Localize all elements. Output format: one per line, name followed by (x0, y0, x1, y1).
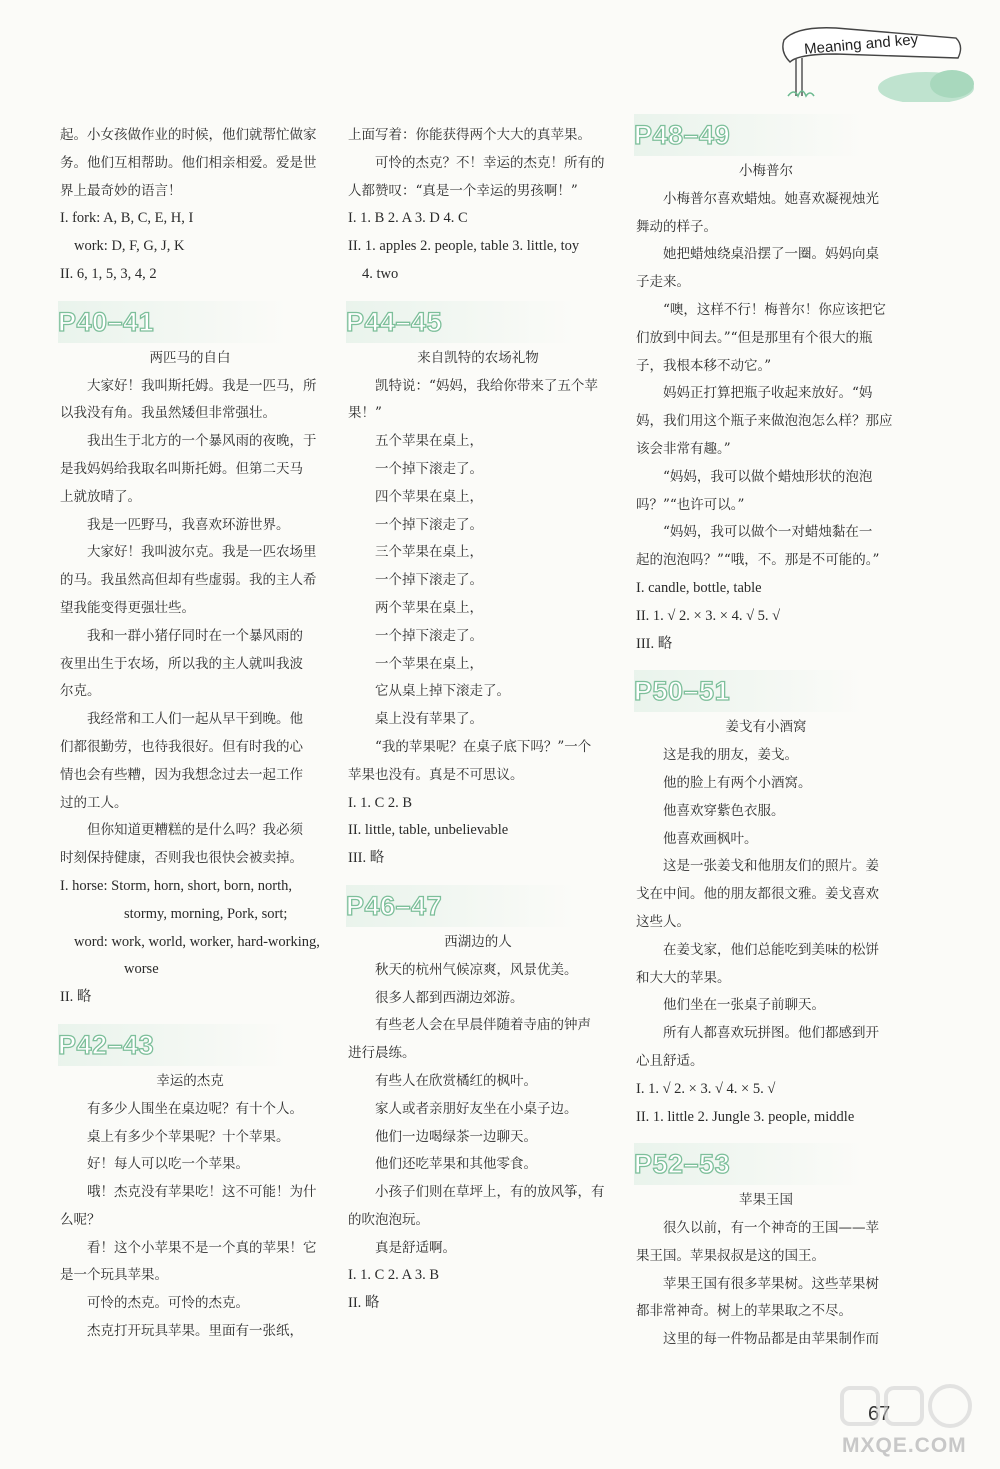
text-line: 果！” (348, 405, 382, 422)
answer-line: II. 略 (348, 1295, 380, 1312)
text-line: 夜里出生于农场，所以我的主人就叫我波 (60, 655, 303, 672)
answer-line: II. 1. apples 2. people, table 3. little, toy (348, 238, 580, 255)
paragraph-line: 一个掉下滚走了。 (375, 627, 483, 644)
text-line: 上面写着：你能获得两个大大的真苹果。 (348, 127, 591, 143)
answer-line: II. little, table, unbelievable (348, 822, 509, 839)
paragraph-line: 可怜的杰克？不！幸运的杰克！所有的 (375, 154, 605, 171)
text-line: 和大大的苹果。 (636, 969, 731, 986)
answer-line: II. 略 (60, 989, 92, 1006)
text-line: 尔克。 (60, 683, 101, 700)
text-line: 界上最奇妙的语言！ (60, 182, 182, 199)
column-1 (60, 122, 328, 1346)
paragraph-line: 很多人都到西湖边郊游。 (375, 989, 524, 1006)
answer-line: 4. two (362, 265, 399, 282)
paragraph-line: 一个掉下滚走了。 (375, 460, 483, 477)
paragraph-line: 有些老人会在早晨伴随着寺庙的钟声 (375, 1017, 591, 1034)
paragraph-line: 秋天的杭州气候凉爽，风景优美。 (375, 961, 578, 978)
paragraph-line: “妈妈，我可以做个蜡烛形状的泡泡 (663, 468, 873, 485)
paragraph-line: 可怜的杰克。可怜的杰克。 (87, 1295, 249, 1312)
story-title: 西湖边的人 (444, 933, 512, 950)
paragraph-line: 他的脸上有两个小酒窝。 (663, 774, 812, 791)
text-line: 都非常神奇。树上的苹果取之不尽。 (636, 1303, 852, 1320)
text-line: 情也会有些糟，因为我想念过去一起工作 (60, 766, 303, 783)
text-line: 苹果也没有。真是不可思议。 (348, 766, 524, 783)
paragraph-line: 一个苹果在桌上， (375, 655, 483, 672)
text-line: 果王国。苹果叔叔是这的国王。 (636, 1247, 825, 1264)
watermark-text: MXQE.COM (842, 1434, 967, 1457)
paragraph-line: 但你知道更糟糕的是什么吗？我必须 (87, 822, 303, 839)
section-heading: P46–47 (346, 885, 616, 927)
paragraph-line: 他喜欢画枫叶。 (663, 830, 758, 847)
paragraph-line: 小孩子们则在草坪上，有的放风筝，有 (375, 1184, 605, 1201)
paragraph-line: 五个苹果在桌上， (375, 433, 483, 450)
paragraph-line: 妈妈正打算把瓶子收起来放好。“妈 (663, 385, 873, 402)
answer-line: I. candle, bottle, table (636, 579, 762, 596)
paragraph-line: 我和一群小猪仔同时在一个暴风雨的 (87, 627, 303, 644)
column-2 (348, 122, 616, 1318)
answer-line: I. fork: A, B, C, E, H, I (60, 210, 194, 227)
paragraph-line: 所有人都喜欢玩拼图。他们都感到开 (663, 1025, 879, 1042)
paragraph-line: 有多少人围坐在桌边呢？有十个人。 (87, 1100, 303, 1117)
story-title: 来自凯特的农场礼物 (417, 349, 539, 366)
text-line: 望我能变得更强壮些。 (60, 599, 195, 616)
paragraph-line: 小梅普尔喜欢蜡烛。她喜欢凝视烛光 (663, 190, 879, 207)
paragraph-line: “妈妈，我可以做个一对蜡烛黏在一 (663, 524, 873, 541)
paragraph-line: 这是一张姜戈和他朋友们的照片。姜 (663, 858, 879, 875)
text-line: 务。他们互相帮助。他们相亲相爱。爱是世 (60, 154, 317, 171)
answer-line: II. 1. little 2. Jungle 3. people, middle (636, 1108, 855, 1125)
paragraph-line: 这里的每一件物品都是由苹果制作而 (663, 1331, 879, 1348)
text-line: 吗？”“也许可以。” (636, 496, 745, 513)
story-title: 幸运的杰克 (156, 1072, 224, 1089)
text-line: 是我妈妈给我取名叫斯托姆。但第二天马 (60, 460, 303, 477)
paragraph-line: 他们坐在一张桌子前聊天。 (663, 997, 825, 1014)
column-3 (636, 122, 904, 1354)
text-line: 过的工人。 (60, 794, 128, 811)
text-line: 们放到中间去。”“但是那里有个很大的瓶 (636, 329, 873, 346)
paragraph-line: 她把蜡烛绕桌沿摆了一圈。妈妈向桌 (663, 246, 879, 263)
paragraph-line: 杰克打开玩具苹果。里面有一张纸， (87, 1323, 303, 1340)
text-line: 的马。我虽然高但却有些虚弱。我的主人希 (60, 572, 317, 589)
answer-line: III. 略 (636, 635, 673, 652)
paragraph-line: 我是一匹野马，我喜欢环游世界。 (87, 516, 290, 533)
answer-line: I. 1. √ 2. × 3. √ 4. × 5. √ (636, 1080, 776, 1097)
meaning-and-key-badge (776, 18, 976, 102)
answer-line: work: D, F, G, J, K (74, 238, 185, 255)
section-heading: P44–45 (346, 301, 616, 343)
text-line: 起的泡泡吗？”“哦，不。那是不可能的。” (636, 552, 880, 569)
paragraph-line: 大家好！我叫波尔克。我是一匹农场里 (87, 544, 317, 561)
text-line: 上就放晴了。 (60, 488, 141, 505)
paragraph-line: 有些人在欣赏橘红的枫叶。 (375, 1072, 537, 1089)
answer-line: worse (124, 961, 159, 978)
paragraph-line: 哦！杰克没有苹果吃！这不可能！为什 (87, 1184, 317, 1201)
paragraph-line: 一个掉下滚走了。 (375, 516, 483, 533)
paragraph-line: 桌上没有苹果了。 (375, 711, 483, 728)
section-heading: P52–53 (634, 1143, 904, 1185)
paragraph-line: 它从桌上掉下滚走了。 (375, 683, 510, 700)
paragraph-line: 看！这个小苹果不是一个真的苹果！它 (87, 1239, 317, 1256)
answer-line: stormy, morning, Pork, sort; (124, 905, 288, 922)
answer-line: II. 1. √ 2. × 3. × 4. √ 5. √ (636, 607, 781, 624)
section-heading: P42–43 (58, 1024, 328, 1066)
text-line: 该会非常有趣。” (636, 440, 731, 457)
text-line: 么呢？ (60, 1211, 101, 1228)
text-line: 的吹泡泡玩。 (348, 1211, 429, 1228)
paragraph-line: 好！每人可以吃一个苹果。 (87, 1156, 249, 1173)
paragraph-line: “我的苹果呢？在桌子底下吗？”一个 (375, 738, 592, 755)
paragraph-line: 两个苹果在桌上， (375, 599, 483, 616)
text-line: 进行晨练。 (348, 1045, 416, 1062)
text-line: 起。小女孩做作业的时候，他们就帮忙做家 (60, 127, 317, 143)
answer-line: III. 略 (348, 850, 385, 867)
paragraph-line: 四个苹果在桌上， (375, 488, 483, 505)
answer-line: I. 1. C 2. B (348, 794, 413, 811)
paragraph-line: 他们还吃苹果和其他零食。 (375, 1156, 537, 1173)
text-line: 这些人。 (636, 913, 690, 930)
paragraph-line: 苹果王国有很多苹果树。这些苹果树 (663, 1275, 879, 1292)
answer-line: I. 1. C 2. A 3. B (348, 1267, 440, 1284)
answer-line: II. 6, 1, 5, 3, 4, 2 (60, 265, 157, 282)
section-heading: P48–49 (634, 114, 904, 156)
answer-line: I. 1. B 2. A 3. D 4. C (348, 210, 468, 227)
text-line: 心且舒适。 (636, 1052, 704, 1069)
text-line: 舞动的样子。 (636, 218, 717, 235)
paragraph-line: 桌上有多少个苹果呢？十个苹果。 (87, 1128, 290, 1145)
text-line: 时刻保持健康，否则我也很快会被卖掉。 (60, 850, 303, 867)
paragraph-line: 很久以前，有一个神奇的王国——苹 (663, 1220, 879, 1237)
text-line: 妈，我们用这个瓶子来做泡泡怎么样？那应 (636, 413, 893, 430)
text-line: 子，我根本移不动它。” (636, 357, 772, 374)
paragraph-line: 家人或者亲朋好友坐在小桌子边。 (375, 1100, 578, 1117)
paragraph-line: 大家好！我叫斯托姆。我是一匹马，所 (87, 377, 317, 394)
paragraph-line: 我出生于北方的一个暴风雨的夜晚，于 (87, 433, 317, 450)
text-line: 戈在中间。他的朋友都很文雅。姜戈喜欢 (636, 886, 879, 903)
answer-line: I. horse: Storm, horn, short, born, north, (60, 877, 292, 894)
paragraph-line: 我经常和工人们一起从早干到晚。他 (87, 711, 303, 728)
text-line: 是一个玩具苹果。 (60, 1267, 168, 1284)
story-title: 苹果王国 (739, 1192, 793, 1209)
section-heading: P50–51 (634, 670, 904, 712)
text-line: 人都赞叹：“真是一个幸运的男孩啊！” (348, 182, 578, 199)
section-heading: P40–41 (58, 301, 328, 343)
story-title: 姜戈有小酒窝 (725, 719, 807, 736)
paragraph-line: 三个苹果在桌上， (375, 544, 483, 561)
paragraph-line: 在姜戈家，他们总能吃到美味的松饼 (663, 941, 879, 958)
text-line: 以我没有角。我虽然矮但非常强壮。 (60, 405, 276, 422)
paragraph-line: 凯特说：“妈妈，我给你带来了五个苹 (375, 377, 598, 394)
paragraph-line: 真是舒适啊。 (375, 1239, 456, 1256)
story-title: 两匹马的自白 (149, 349, 231, 366)
answer-line: word: work, world, worker, hard-working, (74, 933, 320, 950)
paragraph-line: 这是我的朋友，姜戈。 (663, 747, 798, 764)
badge-sign-graphic (776, 18, 976, 102)
badge-text: Meaning and key (803, 31, 919, 58)
story-title: 小梅普尔 (739, 163, 793, 179)
paragraph-line: 他们一边喝绿茶一边聊天。 (375, 1128, 537, 1145)
paragraph-line: 他喜欢穿紫色衣服。 (663, 802, 785, 819)
page-number: 67 (868, 1403, 891, 1425)
paragraph-line: 一个掉下滚走了。 (375, 572, 483, 589)
text-line: 们都很勤劳，也待我很好。但有时我的心 (60, 738, 303, 755)
text-line: 子走来。 (636, 274, 690, 291)
paragraph-line: “噢，这样不行！梅普尔！你应该把它 (663, 301, 886, 318)
